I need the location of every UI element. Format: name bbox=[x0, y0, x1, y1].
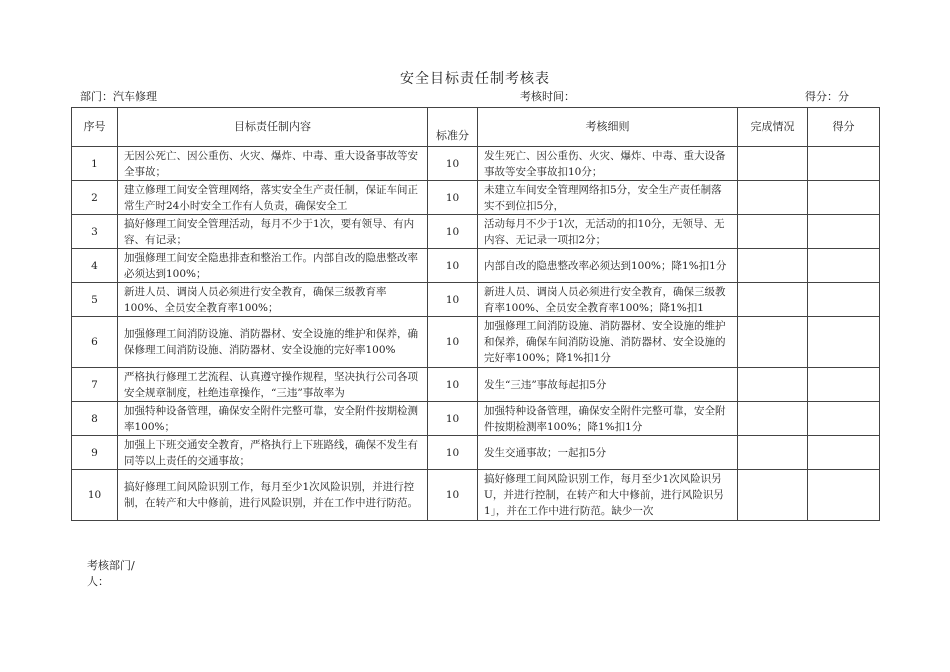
row-standard: 10 bbox=[428, 470, 478, 521]
row-standard: 10 bbox=[428, 215, 478, 249]
row-content: 无因公死亡、因公重伤、火灾、爆炸、中毒、重大设备事故等安全事故； bbox=[118, 147, 428, 181]
row-rules: 发生死亡、因公重伤、火灾、爆炸、中毒、重大设备事故等安全事故扣10分； bbox=[478, 147, 738, 181]
row-score-cell[interactable] bbox=[808, 215, 880, 249]
row-standard: 10 bbox=[428, 181, 478, 215]
row-content: 建立修理工间安全管理网络，落实安全生产责任制，保证车间正常生产时24小时安全工作有人负责，确保安全工 bbox=[118, 181, 428, 215]
table-row bbox=[72, 181, 880, 215]
table-row bbox=[72, 147, 880, 181]
row-content: 加强特种设备管理，确保安全附件完整可靠，安全附件按期检测率100%； bbox=[118, 402, 428, 436]
table-row bbox=[72, 249, 880, 283]
footer-dept-label: 考核部门/ bbox=[87, 559, 135, 572]
exam-time-label: 考核时间： bbox=[520, 90, 575, 102]
score-label: 得分：分 bbox=[805, 90, 849, 102]
table-row bbox=[72, 283, 880, 317]
row-index: 10 bbox=[72, 470, 118, 521]
row-index: 5 bbox=[72, 283, 118, 317]
row-status-cell[interactable] bbox=[738, 249, 808, 283]
header-status: 完成情况 bbox=[738, 108, 808, 147]
table-row bbox=[72, 368, 880, 402]
header-index: 序号 bbox=[72, 108, 118, 147]
row-score-cell[interactable] bbox=[808, 470, 880, 521]
row-score-cell[interactable] bbox=[808, 368, 880, 402]
row-status-cell[interactable] bbox=[738, 470, 808, 521]
row-rules: 加强修理工间消防设施、消防器材、安全设施的维护和保养，确保车间消防设施、消防器材、安全设施的完好率100%；降1%扣1分 bbox=[478, 317, 738, 368]
header-content: 目标责任制内容 bbox=[118, 108, 428, 147]
row-score-cell[interactable] bbox=[808, 283, 880, 317]
table-row bbox=[72, 436, 880, 470]
row-standard: 10 bbox=[428, 147, 478, 181]
row-standard: 10 bbox=[428, 283, 478, 317]
row-standard: 10 bbox=[428, 249, 478, 283]
header-standard: 标准分 bbox=[428, 108, 478, 147]
row-content: 加强修理工间安全隐患排查和整治工作。内部自改的隐患整改率必须达到100%； bbox=[118, 249, 428, 283]
row-status-cell[interactable] bbox=[738, 181, 808, 215]
row-content: 加强上下班交通安全教育，严格执行上下班路线，确保不发生有同等以上责任的交通事故； bbox=[118, 436, 428, 470]
row-content: 搞好修理工间安全管理活动，每月不少于1次，要有领导、有内容、有记录； bbox=[118, 215, 428, 249]
row-index: 7 bbox=[72, 368, 118, 402]
row-status-cell[interactable] bbox=[738, 436, 808, 470]
row-status-cell[interactable] bbox=[738, 215, 808, 249]
row-status-cell[interactable] bbox=[738, 147, 808, 181]
table-row bbox=[72, 215, 880, 249]
row-index: 4 bbox=[72, 249, 118, 283]
department-label: 部门：汽车修理 bbox=[80, 90, 157, 102]
table-row bbox=[72, 470, 880, 521]
row-index: 2 bbox=[72, 181, 118, 215]
row-rules: 内部自改的隐患整改率必须达到100%；降1%扣1分 bbox=[478, 249, 738, 283]
row-rules: 新进人员、调岗人员必须进行安全教育，确保三级教育率100%、全员安全教育率100%；降1%扣1 bbox=[478, 283, 738, 317]
row-standard: 10 bbox=[428, 317, 478, 368]
page-title: 安全目标责任制考核表 bbox=[400, 71, 550, 87]
row-status-cell[interactable] bbox=[738, 368, 808, 402]
row-status-cell[interactable] bbox=[738, 283, 808, 317]
row-rules: 搞好修理工间风险识别工作，每月至少1次风险识另U，并进行控制，在转产和大中修前，进行风险识另1」，并在工作中进行防范。缺少一次 bbox=[478, 470, 738, 521]
row-index: 1 bbox=[72, 147, 118, 181]
table-row bbox=[72, 317, 880, 368]
row-rules: 发生“三违”事故每起扣5分 bbox=[478, 368, 738, 402]
header-rules: 考核细则 bbox=[478, 108, 738, 147]
row-standard: 10 bbox=[428, 402, 478, 436]
row-score-cell[interactable] bbox=[808, 147, 880, 181]
row-rules: 未建立车间安全管理网络扣5分，安全生产责任制落实不到位扣5分， bbox=[478, 181, 738, 215]
row-status-cell[interactable] bbox=[738, 402, 808, 436]
row-rules: 加强特种设备管理，确保安全附件完整可靠，安全附件按期检测率100%；降1%扣1分 bbox=[478, 402, 738, 436]
row-score-cell[interactable] bbox=[808, 249, 880, 283]
row-content: 加强修理工间消防设施、消防器材、安全设施的维护和保养，确保修理工间消防设施、消防器材、安全设施的完好率100% bbox=[118, 317, 428, 368]
assessment-table bbox=[71, 107, 880, 521]
footer-signature bbox=[87, 558, 135, 590]
row-score-cell[interactable] bbox=[808, 436, 880, 470]
row-rules: 活动每月不少于1次，无活动的扣10分，无领导、无内容、无记录一项扣2分； bbox=[478, 215, 738, 249]
row-content: 搞好修理工间风险识别工作，每月至少1次风险识别，并进行控制，在转产和大中修前，进行风险识别，并在工作中进行防范。 bbox=[118, 470, 428, 521]
row-content: 严格执行修理工艺流程、认真遵守操作规程，坚决执行公司各项安全规章制度，杜绝违章操作，“三违”事故率为 bbox=[118, 368, 428, 402]
header-score: 得分 bbox=[808, 108, 880, 147]
row-index: 8 bbox=[72, 402, 118, 436]
row-score-cell[interactable] bbox=[808, 181, 880, 215]
row-index: 9 bbox=[72, 436, 118, 470]
row-status-cell[interactable] bbox=[738, 317, 808, 368]
footer-person-label: 人： bbox=[87, 575, 109, 588]
row-content: 新进人员、调岗人员必须进行安全教育，确保三级教育率100%、全员安全教育率100%； bbox=[118, 283, 428, 317]
row-score-cell[interactable] bbox=[808, 317, 880, 368]
row-index: 6 bbox=[72, 317, 118, 368]
table-row bbox=[72, 402, 880, 436]
row-index: 3 bbox=[72, 215, 118, 249]
header-meta bbox=[70, 88, 880, 102]
row-score-cell[interactable] bbox=[808, 402, 880, 436]
row-standard: 10 bbox=[428, 368, 478, 402]
row-rules: 发生交通事故；一起扣5分 bbox=[478, 436, 738, 470]
row-standard: 10 bbox=[428, 436, 478, 470]
